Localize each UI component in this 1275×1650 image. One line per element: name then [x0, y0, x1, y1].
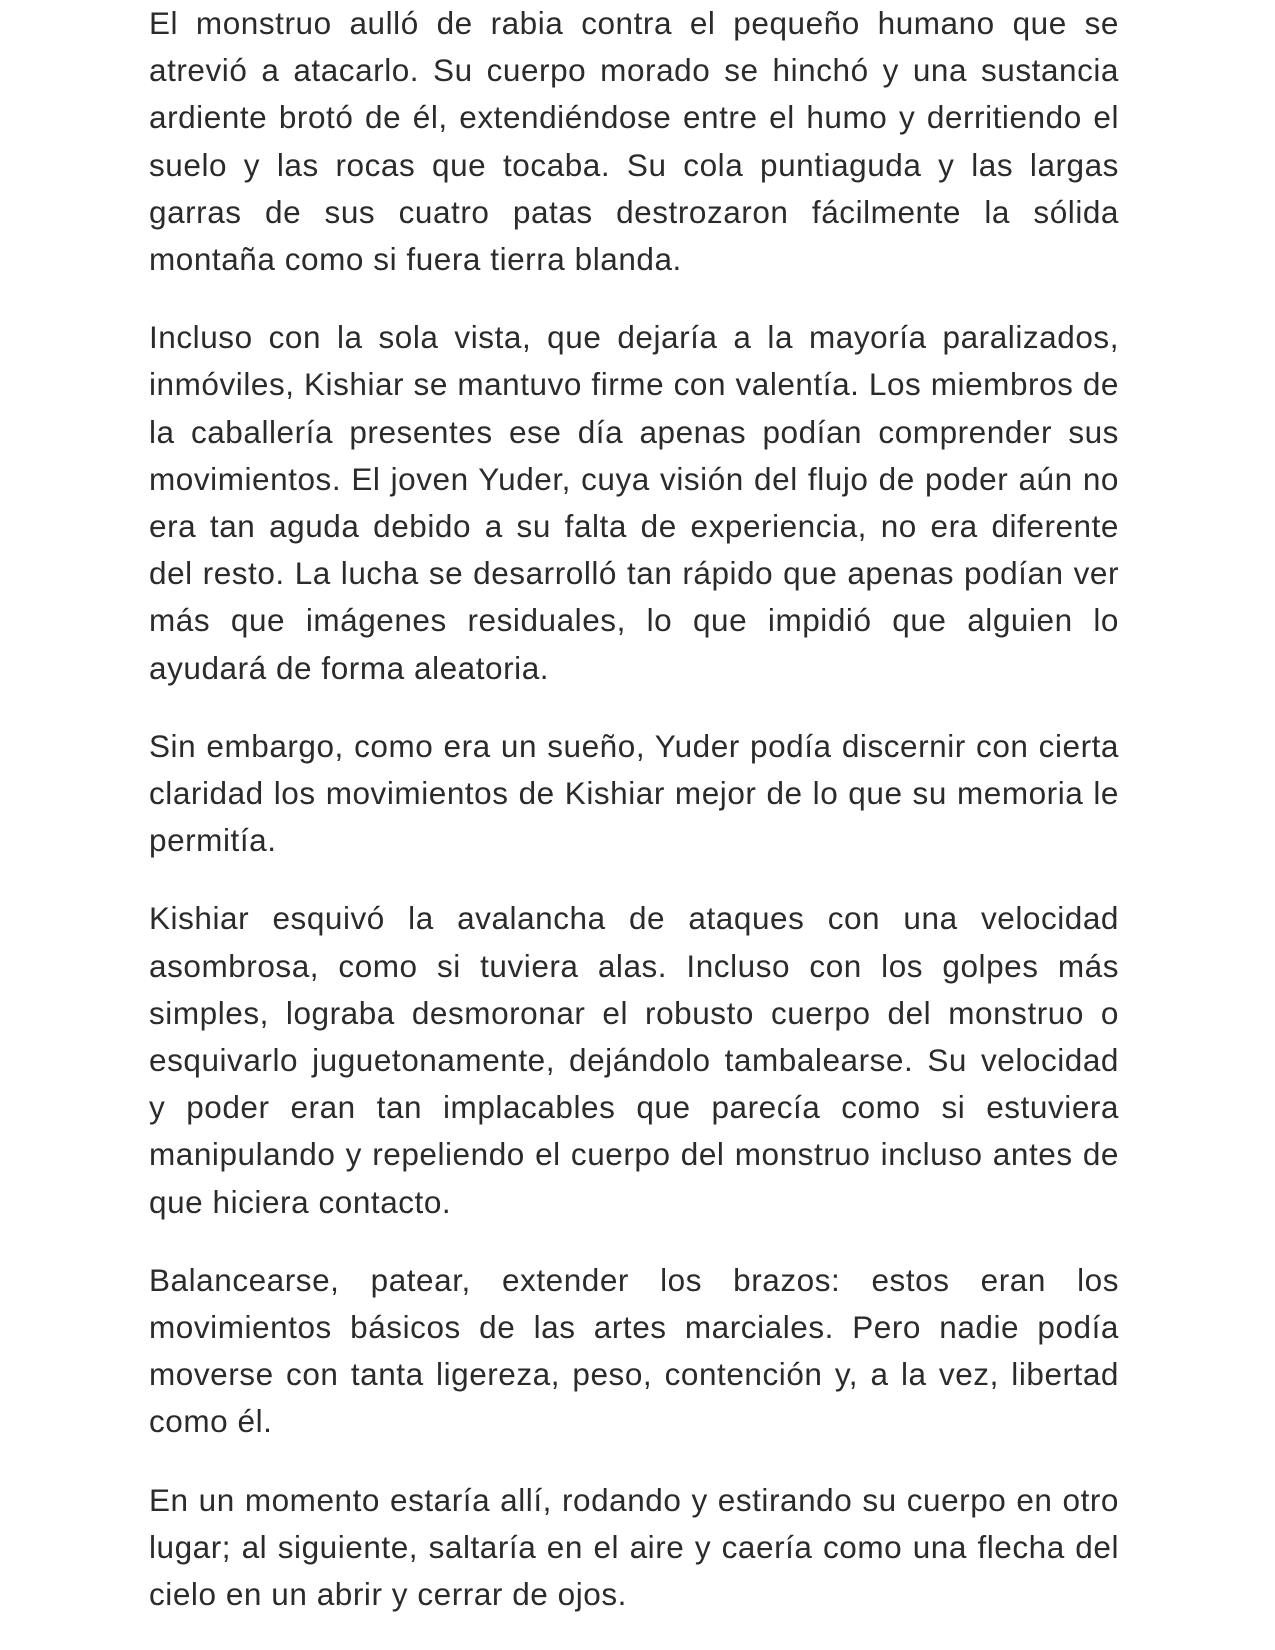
paragraph: Kishiar esquivó la avalancha de ataques con una velocidad asombrosa, como si tuviera alas. Incluso con los golpes más simples, lograba desmoronar el robusto cuerpo del monstruo o esquivarlo juguetonamente, dejándolo tambalearse. Su velocidad y poder eran tan implacables que parecía como si estuviera manipulando y repeliendo el cuerpo del monstruo incluso antes de que hiciera contacto.	[149, 900, 1119, 1220]
paragraph: El monstruo aulló de rabia contra el pequeño humano que se atrevió a atacarlo. Su cuerpo morado se hinchó y una sustancia ardiente brotó de él, extendiéndose entre el humo y derritiendo el suelo y las rocas que tocaba. Su cola puntiaguda y las largas garras de sus cuatro patas destrozaron fácilmente la sólida montaña como si fuera tierra blanda.	[149, 5, 1119, 278]
paragraph: Incluso con la sola vista, que dejaría a la mayoría paralizados, inmóviles, Kishiar se mantuvo firme con valentía. Los miembros de la caballería presentes ese día apenas podían comprender sus movimientos. El joven Yuder, cuya visión del flujo de poder aún no era tan aguda debido a su falta de experiencia, no era diferente del resto. La lucha se desarrolló tan rápido que apenas podían ver más que imágenes residuales, lo que impidió que alguien lo ayudará de forma aleatoria.	[149, 319, 1119, 686]
paragraph: Sin embargo, como era un sueño, Yuder podía discernir con cierta claridad los movimientos de Kishiar mejor de lo que su memoria le permitía.	[149, 727, 1119, 859]
paragraph: En un momento estaría allí, rodando y estirando su cuerpo en otro lugar; al siguiente, saltaría en el aire y caería como una flecha del cielo en un abrir y cerrar de ojos.	[149, 1481, 1119, 1613]
document-page	[149, 0, 1119, 1649]
paragraph: Balancearse, patear, extender los brazos: estos eran los movimientos básicos de las artes marciales. Pero nadie podía moverse con tanta ligereza, peso, contención y, a la vez, libertad como él.	[149, 1261, 1119, 1440]
